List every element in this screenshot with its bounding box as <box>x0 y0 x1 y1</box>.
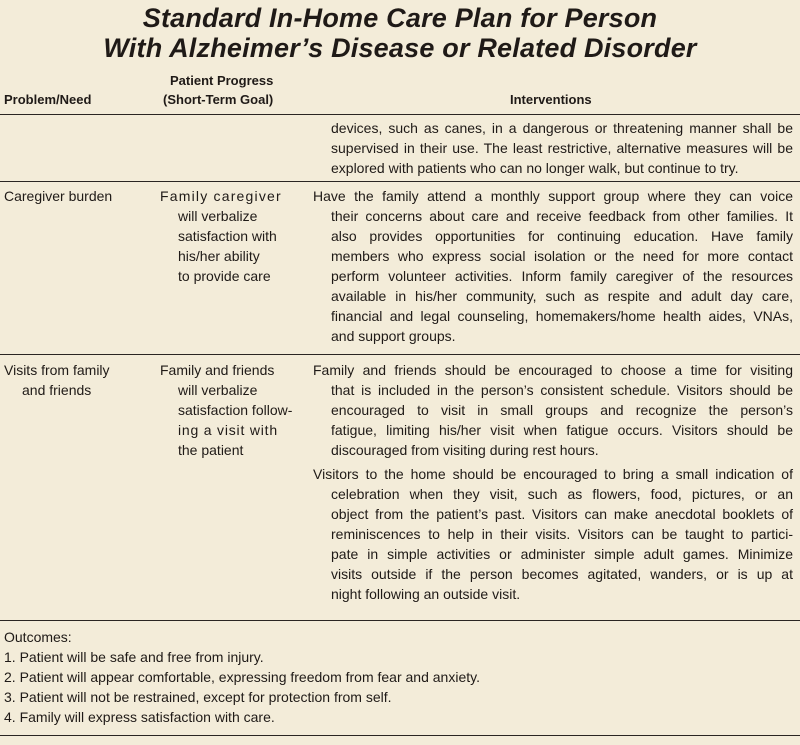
row-visits-problem <box>4 360 110 400</box>
header-problem: Problem/Need <box>4 92 92 107</box>
text-line: encouraged to visit in small groups and recognize the person’s <box>331 402 793 418</box>
text-line: reminiscences to help in their visits. Visitors can be taught to partici- <box>331 526 793 542</box>
title-line-2: With Alzheimer’s Disease or Related Disorder <box>103 33 697 63</box>
outcomes-section <box>4 627 480 727</box>
text-line: ing a visit with <box>178 422 278 438</box>
text-line: Family caregiver <box>160 188 282 204</box>
text-line: will verbalize <box>178 208 258 224</box>
outcome-item: 2. Patient will appear comfortable, expressing freedom from fear and anxiety. <box>4 669 480 685</box>
header-interventions: Interventions <box>510 92 592 107</box>
text-line: discouraged from visiting during rest hours. <box>331 442 599 458</box>
text-line: Visitors to the home should be encouraged to bring a small indication of <box>313 466 793 482</box>
outcome-item: 3. Patient will not be restrained, except for protection from self. <box>4 689 392 705</box>
continuation-interventions <box>331 118 793 178</box>
text-line: satisfaction with <box>178 228 277 244</box>
table-bottom-divider <box>0 620 800 621</box>
text-line: and friends <box>22 382 92 398</box>
text-line: Family and friends <box>160 362 275 378</box>
text-line: satisfaction follow- <box>178 402 293 418</box>
outcomes-heading: Outcomes: <box>4 629 72 645</box>
row-divider <box>0 354 800 355</box>
row-caregiver-problem <box>4 186 112 206</box>
text-line: visits outside if the person becomes agitated, wanders, or is up at <box>331 566 793 582</box>
text-line: also provides opportunities for continuing education. Have family <box>331 228 793 244</box>
row-caregiver-progress <box>160 186 310 286</box>
row-visits-progress <box>160 360 310 460</box>
text-line: that is included in the person’s consistent schedule. Visitors should be <box>331 382 793 398</box>
text-line: fatigue, limiting his/her visit when fatigue occurs. Visitors should be <box>331 422 793 438</box>
header-divider <box>0 114 800 115</box>
row-visits-interventions-p2 <box>313 464 793 604</box>
text-line: his/her ability <box>178 248 260 264</box>
text-line: the patient <box>178 442 244 458</box>
text-line: celebration when they visit, such as flowers, food, pictures, or an <box>331 486 793 502</box>
page-bottom-divider <box>0 735 800 736</box>
text-line: supervised in their use. The least restrictive, alternative measures will be <box>331 140 793 156</box>
outcome-item: 1. Patient will be safe and free from injury. <box>4 649 264 665</box>
text-line: perform volunteer activities. Inform family caregiver of the resources <box>331 268 793 284</box>
text-line: to provide care <box>178 268 271 284</box>
text-line: members who express social isolation or the need for more contact <box>331 248 793 264</box>
text-line: night following an outside visit. <box>331 586 521 602</box>
text-line: will verbalize <box>178 382 258 398</box>
text-line: pate in simple activities or administer simple adult games. Minimize <box>331 546 793 562</box>
text-line: devices, such as canes, in a dangerous or threatening manner shall be <box>331 120 793 136</box>
text-line: Visits from family <box>4 362 110 378</box>
row-divider <box>0 181 800 182</box>
text-line: their concerns about care and receive feedback from other families. It <box>331 208 793 224</box>
text-line: Have the family attend a monthly support group where they can voice <box>313 188 793 204</box>
text-line: explored with patients who can no longer walk, but continue to try. <box>331 160 739 176</box>
text-line: available in his/her community, such as respite and adult day care, <box>331 288 793 304</box>
row-visits-interventions-p1 <box>313 360 793 460</box>
text-line: Family and friends should be encouraged to choose a time for visiting <box>313 362 793 378</box>
text-line: financial and legal counseling, homemakers/home health aides, VNAs, <box>331 308 793 324</box>
text-line: object from the patient’s past. Visitors can make anecdotal booklets of <box>331 506 793 522</box>
text-line: and support groups. <box>331 328 456 344</box>
outcome-item: 4. Family will express satisfaction with care. <box>4 709 275 725</box>
header-progress-line-1: Patient Progress <box>170 73 274 88</box>
text-line: Caregiver burden <box>4 188 113 204</box>
row-caregiver-interventions <box>313 186 793 346</box>
header-progress-line-2: (Short-Term Goal) <box>163 92 274 107</box>
title-line-1: Standard In-Home Care Plan for Person <box>142 3 658 33</box>
